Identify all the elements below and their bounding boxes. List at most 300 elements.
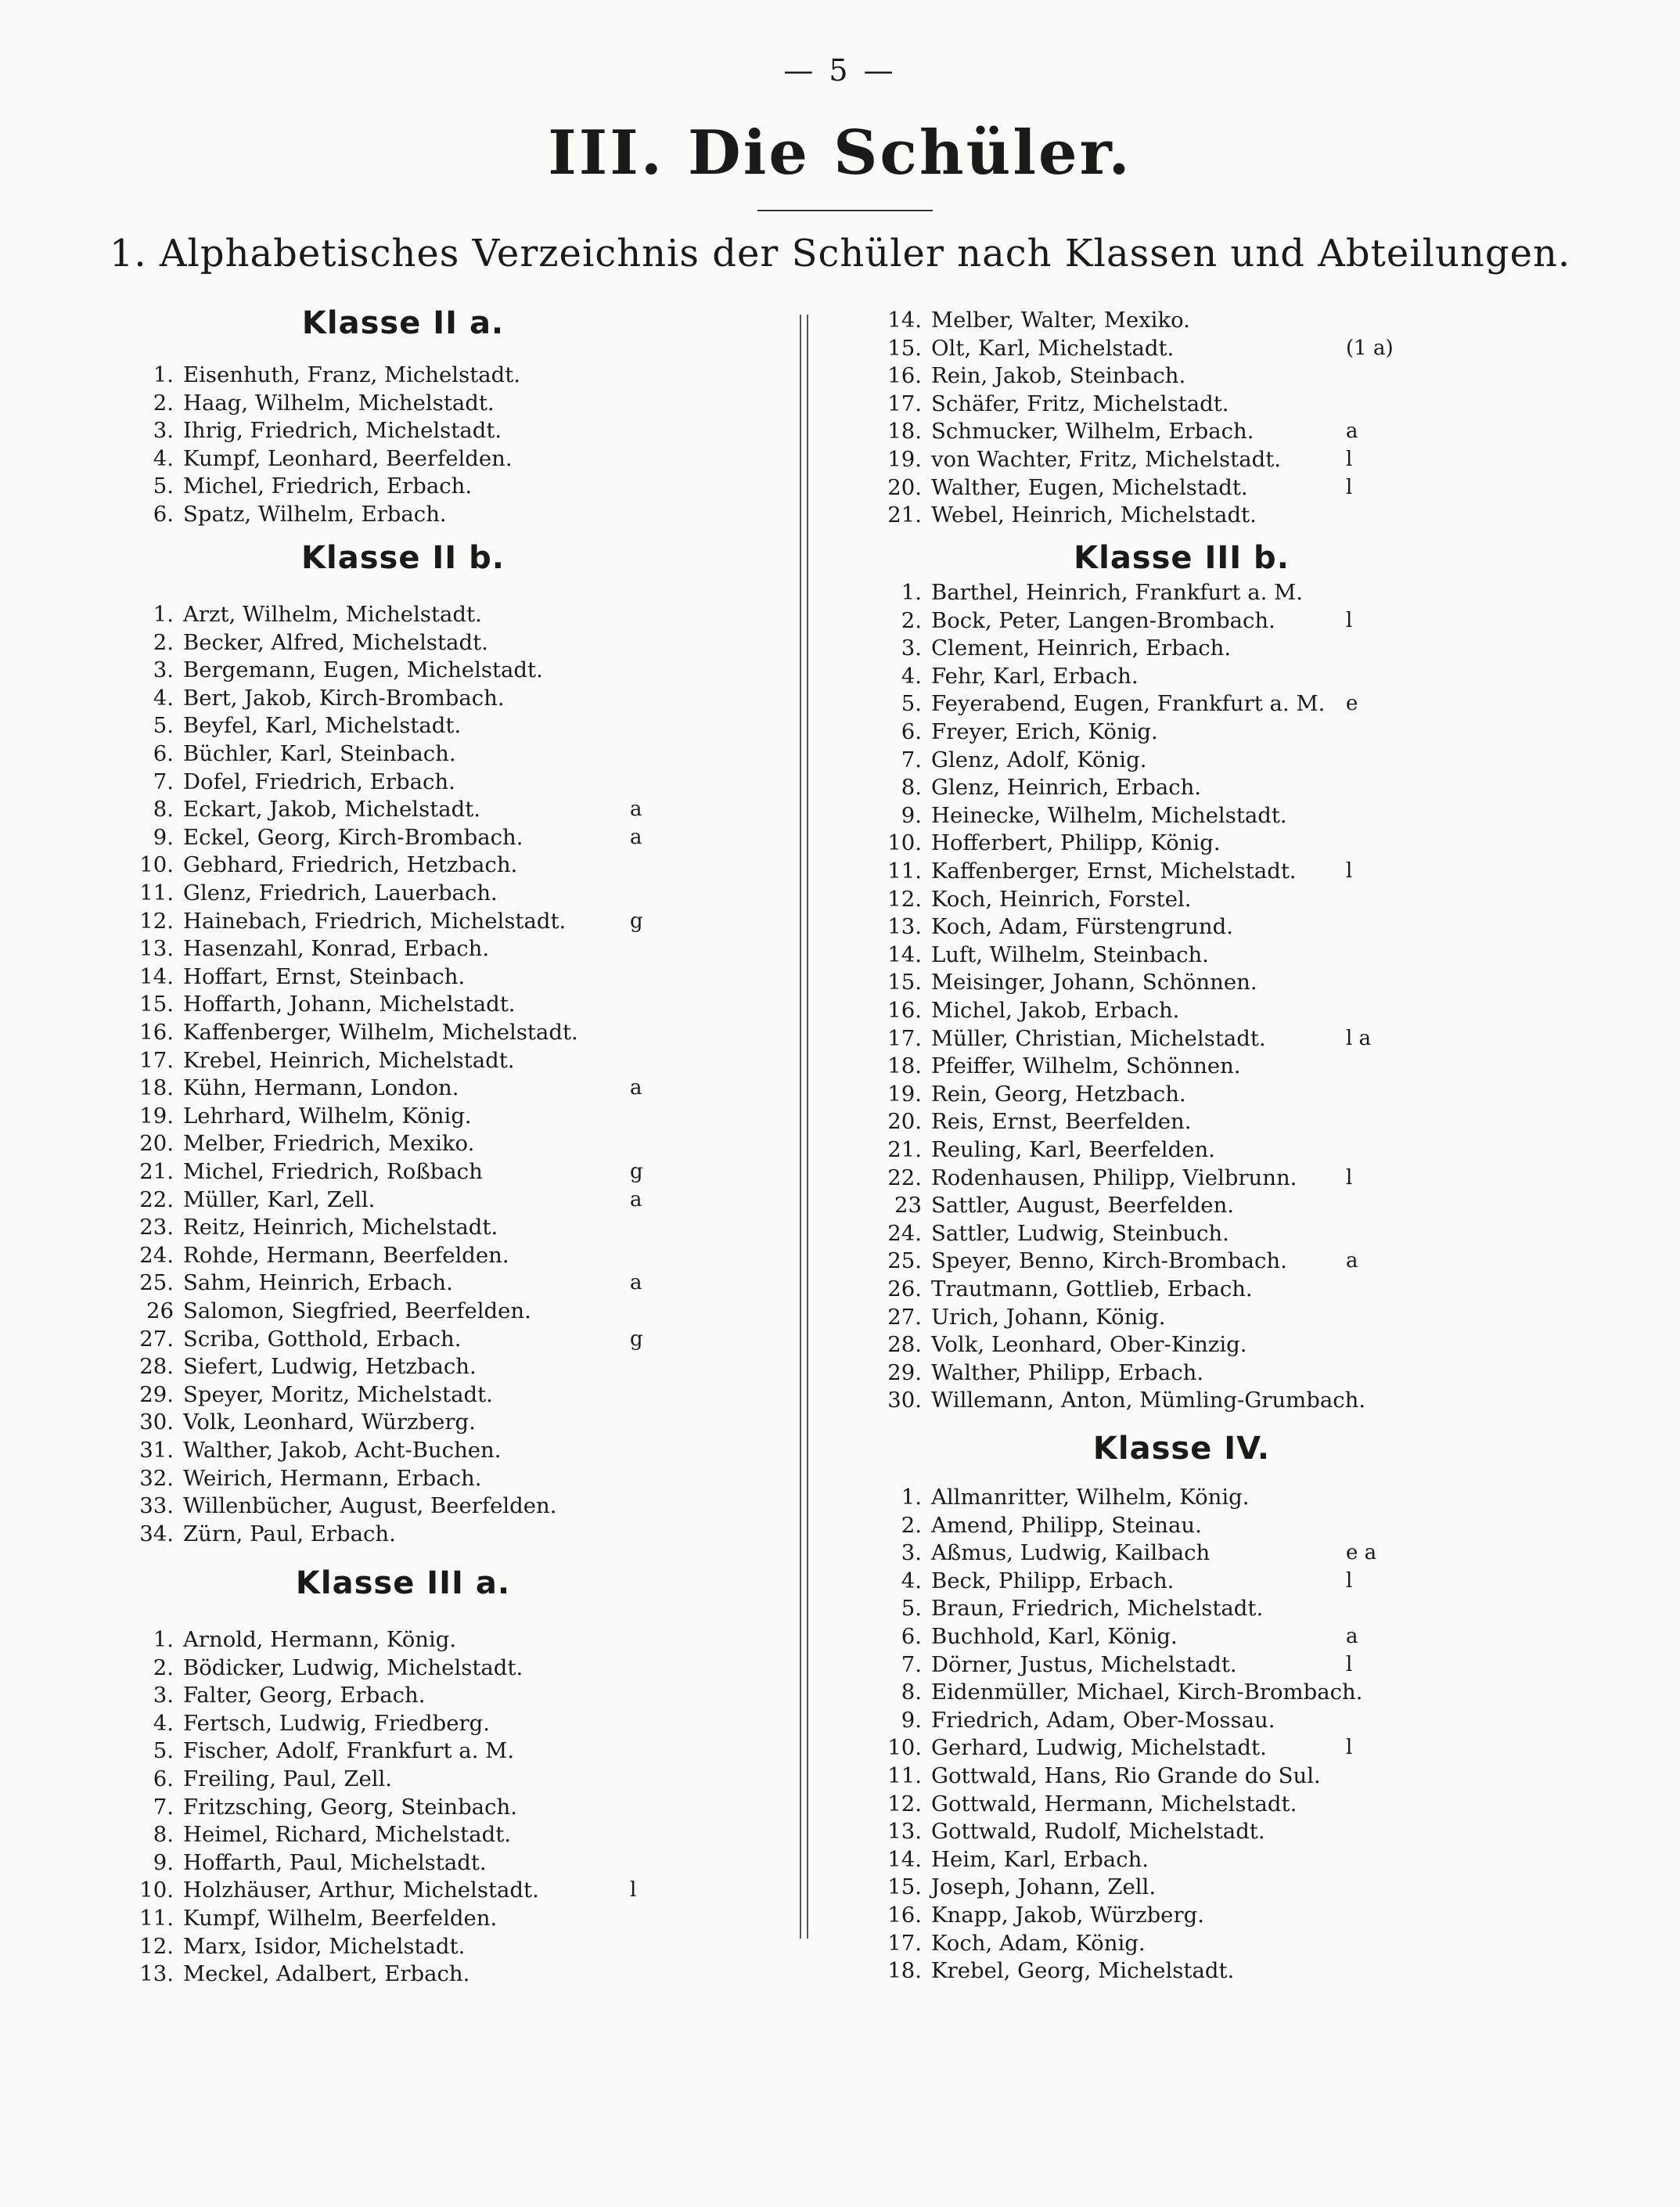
student-entry	[0, 1762, 1321, 1791]
entry-text: Rohde, Hermann, Beerfelden.	[183, 1242, 509, 1268]
entry-text: Sattler, August, Beerfelden.	[931, 1193, 1235, 1219]
student-entry	[0, 1623, 1358, 1651]
entry-text: Gerhard, Ludwig, Michelstadt.	[931, 1735, 1267, 1761]
entry-text: Rein, Jakob, Steinbach.	[931, 363, 1186, 389]
entry-text: Krebel, Georg, Michelstadt.	[931, 1958, 1235, 1984]
entry-mark: l	[630, 1878, 637, 1903]
entry-number: 20.	[887, 474, 922, 500]
entry-number: 7.	[901, 1651, 922, 1677]
entry-number: 1.	[901, 1485, 922, 1510]
entry-number: 13.	[887, 1819, 922, 1845]
entry-number: 2.	[153, 1654, 174, 1680]
entry-number: 18.	[887, 1053, 922, 1079]
entry-text: Kühn, Hermann, London.	[183, 1075, 459, 1101]
entry-text: Siefert, Ludwig, Hetzbach.	[183, 1354, 477, 1380]
entry-text: Beyfel, Karl, Michelstadt.	[183, 713, 462, 739]
entry-text: Hoffarth, Paul, Michelstadt.	[183, 1849, 487, 1875]
student-entry	[0, 1165, 1353, 1193]
entry-text: Gebhard, Friedrich, Hetzbach.	[183, 852, 518, 878]
entry-number: 1.	[153, 602, 174, 627]
student-entry	[0, 1276, 1253, 1304]
entry-number: 21.	[887, 1137, 922, 1162]
entry-text: Reis, Ernst, Beerfelden.	[931, 1109, 1192, 1135]
entry-number: 16.	[887, 363, 922, 389]
entry-text: Braun, Friedrich, Michelstadt.	[931, 1596, 1264, 1622]
entry-text: Koch, Adam, König.	[931, 1930, 1146, 1956]
entry-text: Scriba, Gotthold, Erbach.	[183, 1326, 462, 1352]
student-entry	[0, 1679, 1362, 1707]
entry-text: Freyer, Erich, König.	[931, 719, 1158, 744]
student-entry	[0, 969, 1257, 997]
entry-number: 17.	[887, 391, 922, 416]
entry-text: Becker, Alfred, Michelstadt.	[183, 629, 488, 655]
student-entry	[0, 307, 1190, 335]
entry-text: Rein, Georg, Hetzbach.	[931, 1081, 1186, 1107]
entry-text: Bergemann, Eugen, Michelstadt.	[183, 657, 543, 683]
entry-text: Sattler, Ludwig, Steinbuch.	[931, 1220, 1229, 1246]
entry-number: 26.	[887, 1276, 922, 1302]
entry-number: 3.	[901, 1540, 922, 1566]
entry-text: Webel, Heinrich, Michelstadt.	[931, 502, 1257, 528]
entry-number: 16.	[139, 1020, 174, 1045]
entry-number: 14.	[887, 941, 922, 967]
entry-number: 16.	[887, 998, 922, 1023]
entry-number: 22.	[139, 1186, 174, 1212]
entry-number: 13.	[139, 936, 174, 962]
entry-text: Müller, Christian, Michelstadt.	[931, 1025, 1266, 1051]
entry-number: 21.	[139, 1159, 174, 1184]
student-entry	[0, 474, 1353, 502]
student-entry	[0, 1192, 1234, 1220]
entry-number: 15.	[139, 992, 174, 1017]
entry-number: 18.	[887, 1958, 922, 1984]
entry-number: 5.	[153, 473, 174, 499]
entry-number: 33.	[139, 1493, 174, 1519]
entry-number: 32.	[139, 1465, 174, 1491]
entry-number: 11.	[139, 1906, 174, 1931]
entry-mark: a	[630, 1187, 642, 1212]
student-entry	[0, 1387, 1365, 1415]
entry-text: Schmucker, Wilhelm, Erbach.	[931, 419, 1254, 445]
entry-number: 10.	[139, 852, 174, 878]
student-entry	[0, 1734, 1353, 1762]
entry-number: 29.	[139, 1381, 174, 1407]
entry-text: Haag, Wilhelm, Michelstadt.	[183, 390, 495, 416]
entry-text: Fritzsching, Georg, Steinbach.	[183, 1794, 517, 1820]
student-entry	[0, 1220, 1229, 1248]
entry-number: 9.	[901, 1707, 922, 1733]
entry-mark: a	[1346, 1625, 1358, 1648]
section-heading: 1. Alphabetisches Verzeichnis der Schüler nach Klassen und Abteilungen.	[109, 232, 1571, 275]
entry-number: 20.	[887, 1109, 922, 1135]
entry-number: 17.	[139, 1047, 174, 1073]
entry-text: Luft, Wilhelm, Steinbach.	[931, 941, 1209, 967]
entry-text: Michel, Jakob, Erbach.	[931, 998, 1180, 1023]
entry-number: 20.	[139, 1131, 174, 1157]
entry-text: Knapp, Jakob, Würzberg.	[931, 1903, 1204, 1928]
entry-number: 15.	[887, 335, 922, 361]
student-entry	[0, 446, 1353, 474]
student-entry	[0, 1331, 1247, 1359]
student-entry	[0, 1651, 1353, 1680]
entry-text: Arzt, Wilhelm, Michelstadt.	[183, 602, 482, 627]
entry-mark: l	[1346, 1736, 1353, 1760]
student-entry	[0, 1846, 1149, 1874]
entry-number: 15.	[887, 970, 922, 995]
entry-number: 18.	[887, 419, 922, 445]
student-entry	[0, 607, 1353, 635]
entry-text: Walther, Jakob, Acht-Buchen.	[183, 1438, 502, 1463]
entry-number: 27.	[139, 1326, 174, 1352]
entry-text: Kaffenberger, Ernst, Michelstadt.	[931, 859, 1297, 884]
student-entry	[0, 1512, 1202, 1540]
entry-number: 23	[894, 1193, 922, 1219]
class-heading: Klasse IV.	[1092, 1431, 1271, 1467]
entry-text: Koch, Adam, Fürstengrund.	[931, 914, 1233, 940]
student-entry	[0, 1136, 1215, 1165]
entry-text: Allmanritter, Wilhelm, König.	[931, 1485, 1250, 1510]
student-entry	[0, 941, 1209, 970]
entry-text: Reuling, Karl, Beerfelden.	[931, 1137, 1215, 1162]
entry-number: 1.	[901, 580, 922, 605]
entry-number: 9.	[901, 802, 922, 828]
student-entry	[0, 774, 1201, 802]
entry-text: Beck, Philipp, Erbach.	[931, 1568, 1175, 1593]
student-entry	[0, 362, 1185, 391]
student-entry	[0, 747, 1146, 775]
entry-text: Fehr, Karl, Erbach.	[931, 663, 1139, 689]
entry-text: Buchhold, Karl, König.	[931, 1624, 1178, 1649]
student-entry	[0, 1304, 1166, 1332]
entry-number: 30.	[887, 1388, 922, 1413]
entry-text: Aßmus, Ludwig, Kailbach	[931, 1540, 1211, 1566]
student-entry	[0, 1025, 1372, 1053]
entry-text: Walther, Eugen, Michelstadt.	[931, 474, 1248, 500]
entry-text: Meisinger, Johann, Schönnen.	[931, 970, 1257, 995]
entry-text: Bert, Jakob, Kirch-Brombach.	[183, 685, 505, 711]
entry-number: 10.	[139, 1878, 174, 1903]
entry-text: Weirich, Hermann, Erbach.	[183, 1465, 482, 1491]
entry-mark: l a	[1346, 1026, 1372, 1050]
entry-number: 11.	[139, 880, 174, 905]
entry-number: 12.	[139, 908, 174, 934]
entry-mark: l	[1346, 608, 1353, 632]
entry-text: Glenz, Heinrich, Erbach.	[931, 775, 1202, 801]
entry-text: Dofel, Friedrich, Erbach.	[183, 769, 455, 794]
student-entry	[0, 335, 1394, 363]
entry-number: 11.	[887, 1763, 922, 1788]
student-entry	[0, 418, 1358, 446]
entry-number: 13.	[139, 1961, 174, 1987]
student-entry	[0, 391, 1229, 419]
entry-text: Schäfer, Fritz, Michelstadt.	[931, 391, 1229, 416]
entry-text: Speyer, Benno, Kirch-Brombach.	[931, 1248, 1287, 1274]
entry-mark: a	[1346, 1249, 1358, 1273]
entry-number: 2.	[153, 629, 174, 655]
entry-number: 31.	[139, 1438, 174, 1463]
entry-text: Hoffarth, Johann, Michelstadt.	[183, 992, 516, 1017]
entry-number: 9.	[153, 824, 174, 850]
entry-number: 11.	[887, 859, 922, 884]
entry-number: 4.	[901, 1568, 922, 1593]
student-entry	[0, 1595, 1263, 1623]
class-heading: Klasse II b.	[301, 540, 505, 576]
student-entry	[0, 997, 1179, 1025]
entry-text: Rodenhausen, Philipp, Vielbrunn.	[931, 1165, 1297, 1190]
student-entry	[0, 802, 1287, 830]
student-entry	[0, 663, 1139, 691]
entry-number: 19.	[887, 1081, 922, 1107]
entry-text: Olt, Karl, Michelstadt.	[931, 335, 1175, 361]
entry-text: Feyerabend, Eugen, Frankfurt a. M.	[931, 691, 1326, 717]
entry-number: 4.	[153, 445, 174, 471]
student-entry	[0, 1568, 1353, 1596]
entry-text: Lehrhard, Wilhelm, König.	[183, 1103, 472, 1129]
entry-number: 6.	[153, 502, 174, 527]
entry-text: Eisenhuth, Franz, Michelstadt.	[183, 362, 521, 387]
entry-number: 3.	[901, 635, 922, 661]
entry-number: 10.	[887, 1735, 922, 1761]
entry-number: 15.	[887, 1874, 922, 1900]
student-entry	[0, 1957, 1234, 1986]
entry-text: Speyer, Moritz, Michelstadt.	[183, 1381, 493, 1407]
entry-number: 7.	[901, 747, 922, 772]
entry-mark: l	[1346, 1568, 1353, 1593]
entry-mark: l	[1346, 859, 1353, 883]
entry-text: Clement, Heinrich, Erbach.	[931, 635, 1232, 661]
entry-number: 5.	[901, 1596, 922, 1622]
student-entry	[0, 635, 1231, 663]
entry-number: 4.	[153, 1710, 174, 1736]
entry-number: 17.	[887, 1930, 922, 1956]
entry-number: 6.	[901, 1624, 922, 1649]
student-entry	[0, 1707, 1275, 1735]
entry-text: Melber, Walter, Mexiko.	[931, 308, 1190, 333]
entry-text: Joseph, Johann, Zell.	[931, 1874, 1157, 1900]
entry-text: Hasenzahl, Konrad, Erbach.	[183, 936, 490, 962]
entry-text: Zürn, Paul, Erbach.	[183, 1521, 396, 1546]
student-entry	[0, 1902, 1204, 1930]
entry-number: 21.	[887, 502, 922, 528]
entry-text: Bock, Peter, Langen-Brombach.	[931, 607, 1275, 633]
entry-number: 14.	[887, 1846, 922, 1872]
entry-number: 12.	[139, 1933, 174, 1959]
entry-text: Trautmann, Gottlieb, Erbach.	[931, 1276, 1253, 1302]
entry-number: 30.	[139, 1410, 174, 1435]
entry-number: 26	[146, 1298, 174, 1323]
entry-number: 6.	[153, 741, 174, 766]
student-entry	[0, 502, 1257, 530]
entry-number: 5.	[153, 1738, 174, 1764]
entry-number: 19.	[139, 1103, 174, 1129]
entry-number: 13.	[887, 914, 922, 940]
entry-text: Koch, Heinrich, Forstel.	[931, 886, 1192, 912]
entry-number: 24.	[139, 1242, 174, 1268]
student-entry	[0, 1818, 1265, 1846]
student-entry	[0, 1053, 1241, 1081]
entry-mark: l	[1346, 1165, 1353, 1190]
student-entry	[0, 886, 1192, 914]
entry-number: 4.	[153, 685, 174, 711]
entry-number: 23.	[139, 1215, 174, 1240]
entry-mark: a	[630, 797, 642, 822]
page-number: — 5 —	[783, 53, 897, 88]
entry-number: 25.	[887, 1248, 922, 1274]
entry-text: Krebel, Heinrich, Michelstadt.	[183, 1047, 515, 1073]
entry-text: Kaffenberger, Wilhelm, Michelstadt.	[183, 1020, 578, 1045]
entry-mark: a	[630, 1076, 642, 1100]
entry-number: 1.	[153, 1627, 174, 1652]
entry-number: 2.	[901, 607, 922, 633]
entry-text: Pfeiffer, Wilhelm, Schönnen.	[931, 1053, 1241, 1079]
entry-text: Arnold, Hermann, König.	[183, 1627, 457, 1652]
entry-number: 9.	[153, 1849, 174, 1875]
entry-text: Willenbücher, August, Beerfelden.	[183, 1493, 557, 1519]
entry-number: 6.	[901, 719, 922, 744]
entry-number: 7.	[153, 769, 174, 794]
entry-number: 22.	[887, 1165, 922, 1190]
entry-number: 12.	[887, 1791, 922, 1816]
entry-number: 7.	[153, 1794, 174, 1820]
entry-number: 24.	[887, 1220, 922, 1246]
entry-mark: a	[630, 1271, 642, 1295]
entry-number: 14.	[887, 308, 922, 333]
entry-mark: a	[1346, 419, 1358, 444]
entry-number: 3.	[153, 418, 174, 444]
entry-text: Holzhäuser, Arthur, Michelstadt.	[183, 1878, 539, 1903]
entry-mark: l	[1346, 448, 1353, 471]
student-entry	[0, 1484, 1249, 1512]
entry-number: 25.	[139, 1270, 174, 1296]
student-entry	[0, 913, 1233, 941]
entry-mark: a	[630, 825, 642, 849]
student-entry	[0, 1930, 1146, 1958]
entry-text: Gottwald, Hermann, Michelstadt.	[931, 1791, 1297, 1816]
entry-text: Michel, Friedrich, Roßbach	[183, 1159, 483, 1184]
entry-text: Volk, Leonhard, Ober-Kinzig.	[931, 1332, 1247, 1358]
student-entry	[0, 1874, 1156, 1902]
entry-number: 8.	[153, 1822, 174, 1848]
student-entry	[0, 690, 1358, 718]
entry-number: 16.	[887, 1903, 922, 1928]
entry-number: 10.	[887, 830, 922, 856]
entry-number: 19.	[887, 447, 922, 472]
entry-text: Heimel, Richard, Michelstadt.	[183, 1822, 512, 1848]
entry-mark: g	[630, 909, 643, 933]
entry-number: 6.	[153, 1766, 174, 1791]
student-entry	[0, 1248, 1358, 1276]
entry-text: Amend, Philipp, Steinau.	[931, 1512, 1202, 1538]
entry-text: Willemann, Anton, Mümling-Grumbach.	[931, 1388, 1366, 1413]
entry-text: Friedrich, Adam, Ober-Mossau.	[931, 1707, 1275, 1733]
entry-text: Salomon, Siegfried, Beerfelden.	[183, 1298, 531, 1323]
entry-number: 34.	[139, 1521, 174, 1546]
entry-text: Eckart, Jakob, Michelstadt.	[183, 797, 481, 823]
entry-text: Gottwald, Hans, Rio Grande do Sul.	[931, 1763, 1321, 1788]
entry-number: 17.	[887, 1025, 922, 1051]
entry-text: Spatz, Wilhelm, Erbach.	[183, 502, 447, 527]
student-entry	[0, 1791, 1297, 1819]
entry-number: 5.	[901, 691, 922, 717]
entry-text: Büchler, Karl, Steinbach.	[183, 741, 456, 766]
entry-text: Freiling, Paul, Zell.	[183, 1766, 393, 1791]
entry-text: Falter, Georg, Erbach.	[183, 1683, 426, 1708]
entry-number: 8.	[901, 775, 922, 801]
student-entry	[0, 1081, 1186, 1109]
entry-text: Glenz, Adolf, König.	[931, 747, 1147, 772]
entry-text: Hofferbert, Philipp, König.	[931, 830, 1221, 856]
entry-text: Volk, Leonhard, Würzberg.	[183, 1410, 476, 1435]
student-entry	[0, 1437, 502, 1465]
entry-number: 27.	[887, 1304, 922, 1330]
entry-number: 3.	[153, 657, 174, 683]
entry-number: 29.	[887, 1359, 922, 1385]
entry-number: 8.	[901, 1680, 922, 1705]
student-entry	[0, 718, 1158, 747]
entry-text: Marx, Isidor, Michelstadt.	[183, 1933, 466, 1959]
entry-mark: l	[1346, 1652, 1353, 1676]
class-heading: Klasse III b.	[1074, 540, 1290, 576]
entry-text: Bödicker, Ludwig, Michelstadt.	[183, 1654, 523, 1680]
entry-text: Reitz, Heinrich, Michelstadt.	[183, 1215, 498, 1240]
student-entry	[0, 858, 1353, 886]
title-rule	[757, 210, 933, 211]
part-title: III. Die Schüler.	[548, 117, 1132, 189]
entry-text: Michel, Friedrich, Erbach.	[183, 473, 473, 499]
entry-text: Ihrig, Friedrich, Michelstadt.	[183, 418, 502, 444]
entry-number: 14.	[139, 963, 174, 989]
student-entry	[0, 1108, 1191, 1136]
entry-text: Barthel, Heinrich, Frankfurt a. M.	[931, 580, 1303, 605]
entry-text: Sahm, Heinrich, Erbach.	[183, 1270, 453, 1296]
entry-number: 4.	[901, 663, 922, 689]
entry-number: 28.	[887, 1332, 922, 1358]
entry-text: von Wachter, Fritz, Michelstadt.	[931, 447, 1281, 472]
entry-text: Walther, Philipp, Erbach.	[931, 1359, 1204, 1385]
entry-text: Fischer, Adolf, Frankfurt a. M.	[183, 1738, 515, 1764]
entry-text: Glenz, Friedrich, Lauerbach.	[183, 880, 498, 905]
entry-number: 8.	[153, 797, 174, 823]
entry-text: Kumpf, Wilhelm, Beerfelden.	[183, 1906, 498, 1931]
entry-mark: e a	[1346, 1541, 1377, 1565]
entry-text: Eckel, Georg, Kirch-Brombach.	[183, 824, 523, 850]
student-entry	[0, 1359, 1203, 1388]
entry-number: 18.	[139, 1075, 174, 1101]
entry-mark: e	[1346, 692, 1358, 716]
entry-number: 28.	[139, 1354, 174, 1380]
entry-mark: g	[630, 1327, 643, 1351]
entry-text: Dörner, Justus, Michelstadt.	[931, 1651, 1237, 1677]
entry-text: Fertsch, Ludwig, Friedberg.	[183, 1710, 491, 1736]
entry-text: Hoffart, Ernst, Steinbach.	[183, 963, 466, 989]
entry-number: 2.	[901, 1512, 922, 1538]
student-entry	[0, 579, 1303, 607]
entry-number: 5.	[153, 713, 174, 739]
entry-number: 3.	[153, 1683, 174, 1708]
entry-text: Urich, Johann, König.	[931, 1304, 1166, 1330]
entry-number: 1.	[153, 362, 174, 387]
entry-text: Eidenmüller, Michael, Kirch-Brombach.	[931, 1680, 1363, 1705]
entry-mark: l	[1346, 475, 1353, 499]
entry-text: Heim, Karl, Erbach.	[931, 1846, 1149, 1872]
entry-number: 12.	[887, 886, 922, 912]
entry-text: Kumpf, Leonhard, Beerfelden.	[183, 445, 513, 471]
entry-text: Melber, Friedrich, Mexiko.	[183, 1131, 475, 1157]
class-heading: Klasse II a.	[301, 305, 505, 341]
entry-mark: (1 a)	[1346, 336, 1394, 360]
entry-text: Meckel, Adalbert, Erbach.	[183, 1961, 470, 1987]
entry-text: Heinecke, Wilhelm, Michelstadt.	[931, 802, 1287, 828]
